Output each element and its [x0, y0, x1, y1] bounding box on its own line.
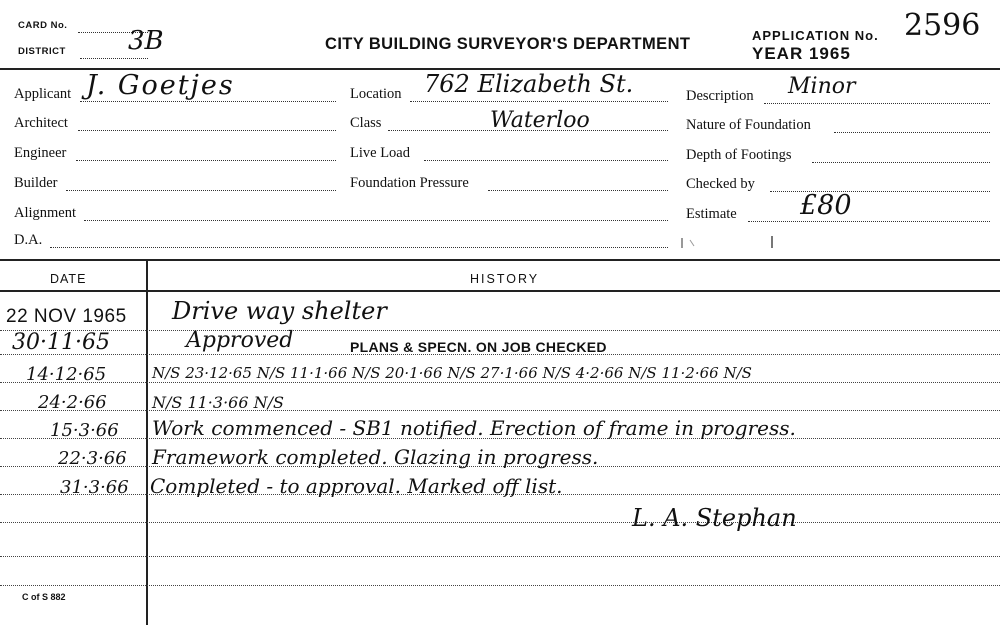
- estimate-line: [748, 221, 990, 222]
- depth-footings-label: Depth of Footings: [686, 147, 792, 163]
- scan-marks-icon: [680, 234, 780, 250]
- table-row-history: N/S 23·12·65 N/S 11·1·66 N/S 20·1·66 N/S 27·1·66 N/S 4·2·66 N/S 11·2·66 N/S: [152, 364, 752, 382]
- class-label: Class: [350, 115, 382, 131]
- description-line: [764, 103, 990, 104]
- table-row-date: 14·12·65: [26, 364, 107, 385]
- column-divider: [146, 261, 148, 625]
- district-label: DISTRICT: [18, 46, 66, 57]
- nature-foundation-line: [834, 132, 990, 133]
- estimate-label: Estimate: [686, 206, 737, 222]
- card-no-label: CARD No.: [18, 20, 68, 31]
- row-line: [0, 522, 1000, 523]
- location-suburb: Waterloo: [490, 108, 590, 133]
- table-row-history: Work commenced - SB1 notified. Erection of frame in progress.: [152, 416, 796, 440]
- location-value: 762 Elizabeth St.: [424, 70, 634, 98]
- applicant-line: [80, 101, 336, 102]
- table-row-date: 22·3·66: [58, 448, 127, 469]
- builder-label: Builder: [14, 175, 58, 191]
- da-line: [50, 247, 668, 248]
- table-row-date: 24·2·66: [38, 392, 107, 413]
- depth-footings-line: [812, 162, 990, 163]
- nature-foundation-label: Nature of Foundation: [686, 117, 811, 133]
- description-label: Description: [686, 88, 754, 104]
- scan-marks: [680, 234, 780, 254]
- da-label: D.A.: [14, 232, 43, 248]
- class-line: [388, 130, 668, 131]
- history-header: HISTORY: [470, 272, 540, 286]
- foundation-pressure-line: [488, 190, 668, 191]
- description-value: Minor: [788, 74, 856, 99]
- table-row-history: Approved: [186, 328, 294, 353]
- builder-line: [66, 190, 336, 191]
- engineer-line: [76, 160, 336, 161]
- form-code: C of S 882: [22, 592, 66, 602]
- table-row-date: 31·3·66: [60, 477, 129, 498]
- row-line: [0, 410, 1000, 411]
- row-line: [0, 382, 1000, 383]
- application-number: 2596: [904, 8, 981, 43]
- live-load-line: [424, 160, 668, 161]
- date-header: DATE: [50, 272, 87, 286]
- table-row-date: 15·3·66: [50, 420, 119, 441]
- table-row-history: Framework completed. Glazing in progress.: [152, 445, 599, 469]
- alignment-line: [84, 220, 668, 221]
- live-load-label: Live Load: [350, 145, 410, 161]
- applicant-value: J. Goetjes: [86, 70, 235, 101]
- estimate-value: £80: [800, 190, 852, 221]
- row-line: [0, 330, 1000, 331]
- table-row-date: 30·11·65: [12, 330, 110, 355]
- location-label: Location: [350, 86, 402, 102]
- table-top-rule: [0, 259, 1000, 261]
- table-row-history: Drive way shelter: [172, 297, 387, 325]
- year-label: YEAR 1965: [752, 44, 851, 63]
- checked-stamp: PLANS & SPECN. ON JOB CHECKED: [350, 339, 607, 355]
- checked-by-label: Checked by: [686, 176, 755, 192]
- district-line: [80, 58, 148, 59]
- applicant-label: Applicant: [14, 86, 72, 102]
- application-label: APPLICATION No.: [752, 28, 879, 43]
- location-line: [410, 101, 668, 102]
- table-row-history: N/S 11·3·66 N/S: [152, 393, 284, 412]
- department-title: CITY BUILDING SURVEYOR'S DEPARTMENT: [325, 35, 691, 53]
- alignment-label: Alignment: [14, 205, 77, 221]
- row-line: [0, 585, 1000, 586]
- table-row-history: Completed - to approval. Marked off list.: [150, 474, 563, 498]
- foundation-pressure-label: Foundation Pressure: [350, 175, 469, 191]
- architect-line: [78, 130, 336, 131]
- row-line: [0, 556, 1000, 557]
- table-header-rule: [0, 290, 1000, 292]
- engineer-label: Engineer: [14, 145, 67, 161]
- architect-label: Architect: [14, 115, 68, 131]
- signature: L. A. Stephan: [632, 504, 797, 532]
- table-row-date: 22 NOV 1965: [6, 306, 127, 327]
- district-value: 3B: [128, 26, 164, 56]
